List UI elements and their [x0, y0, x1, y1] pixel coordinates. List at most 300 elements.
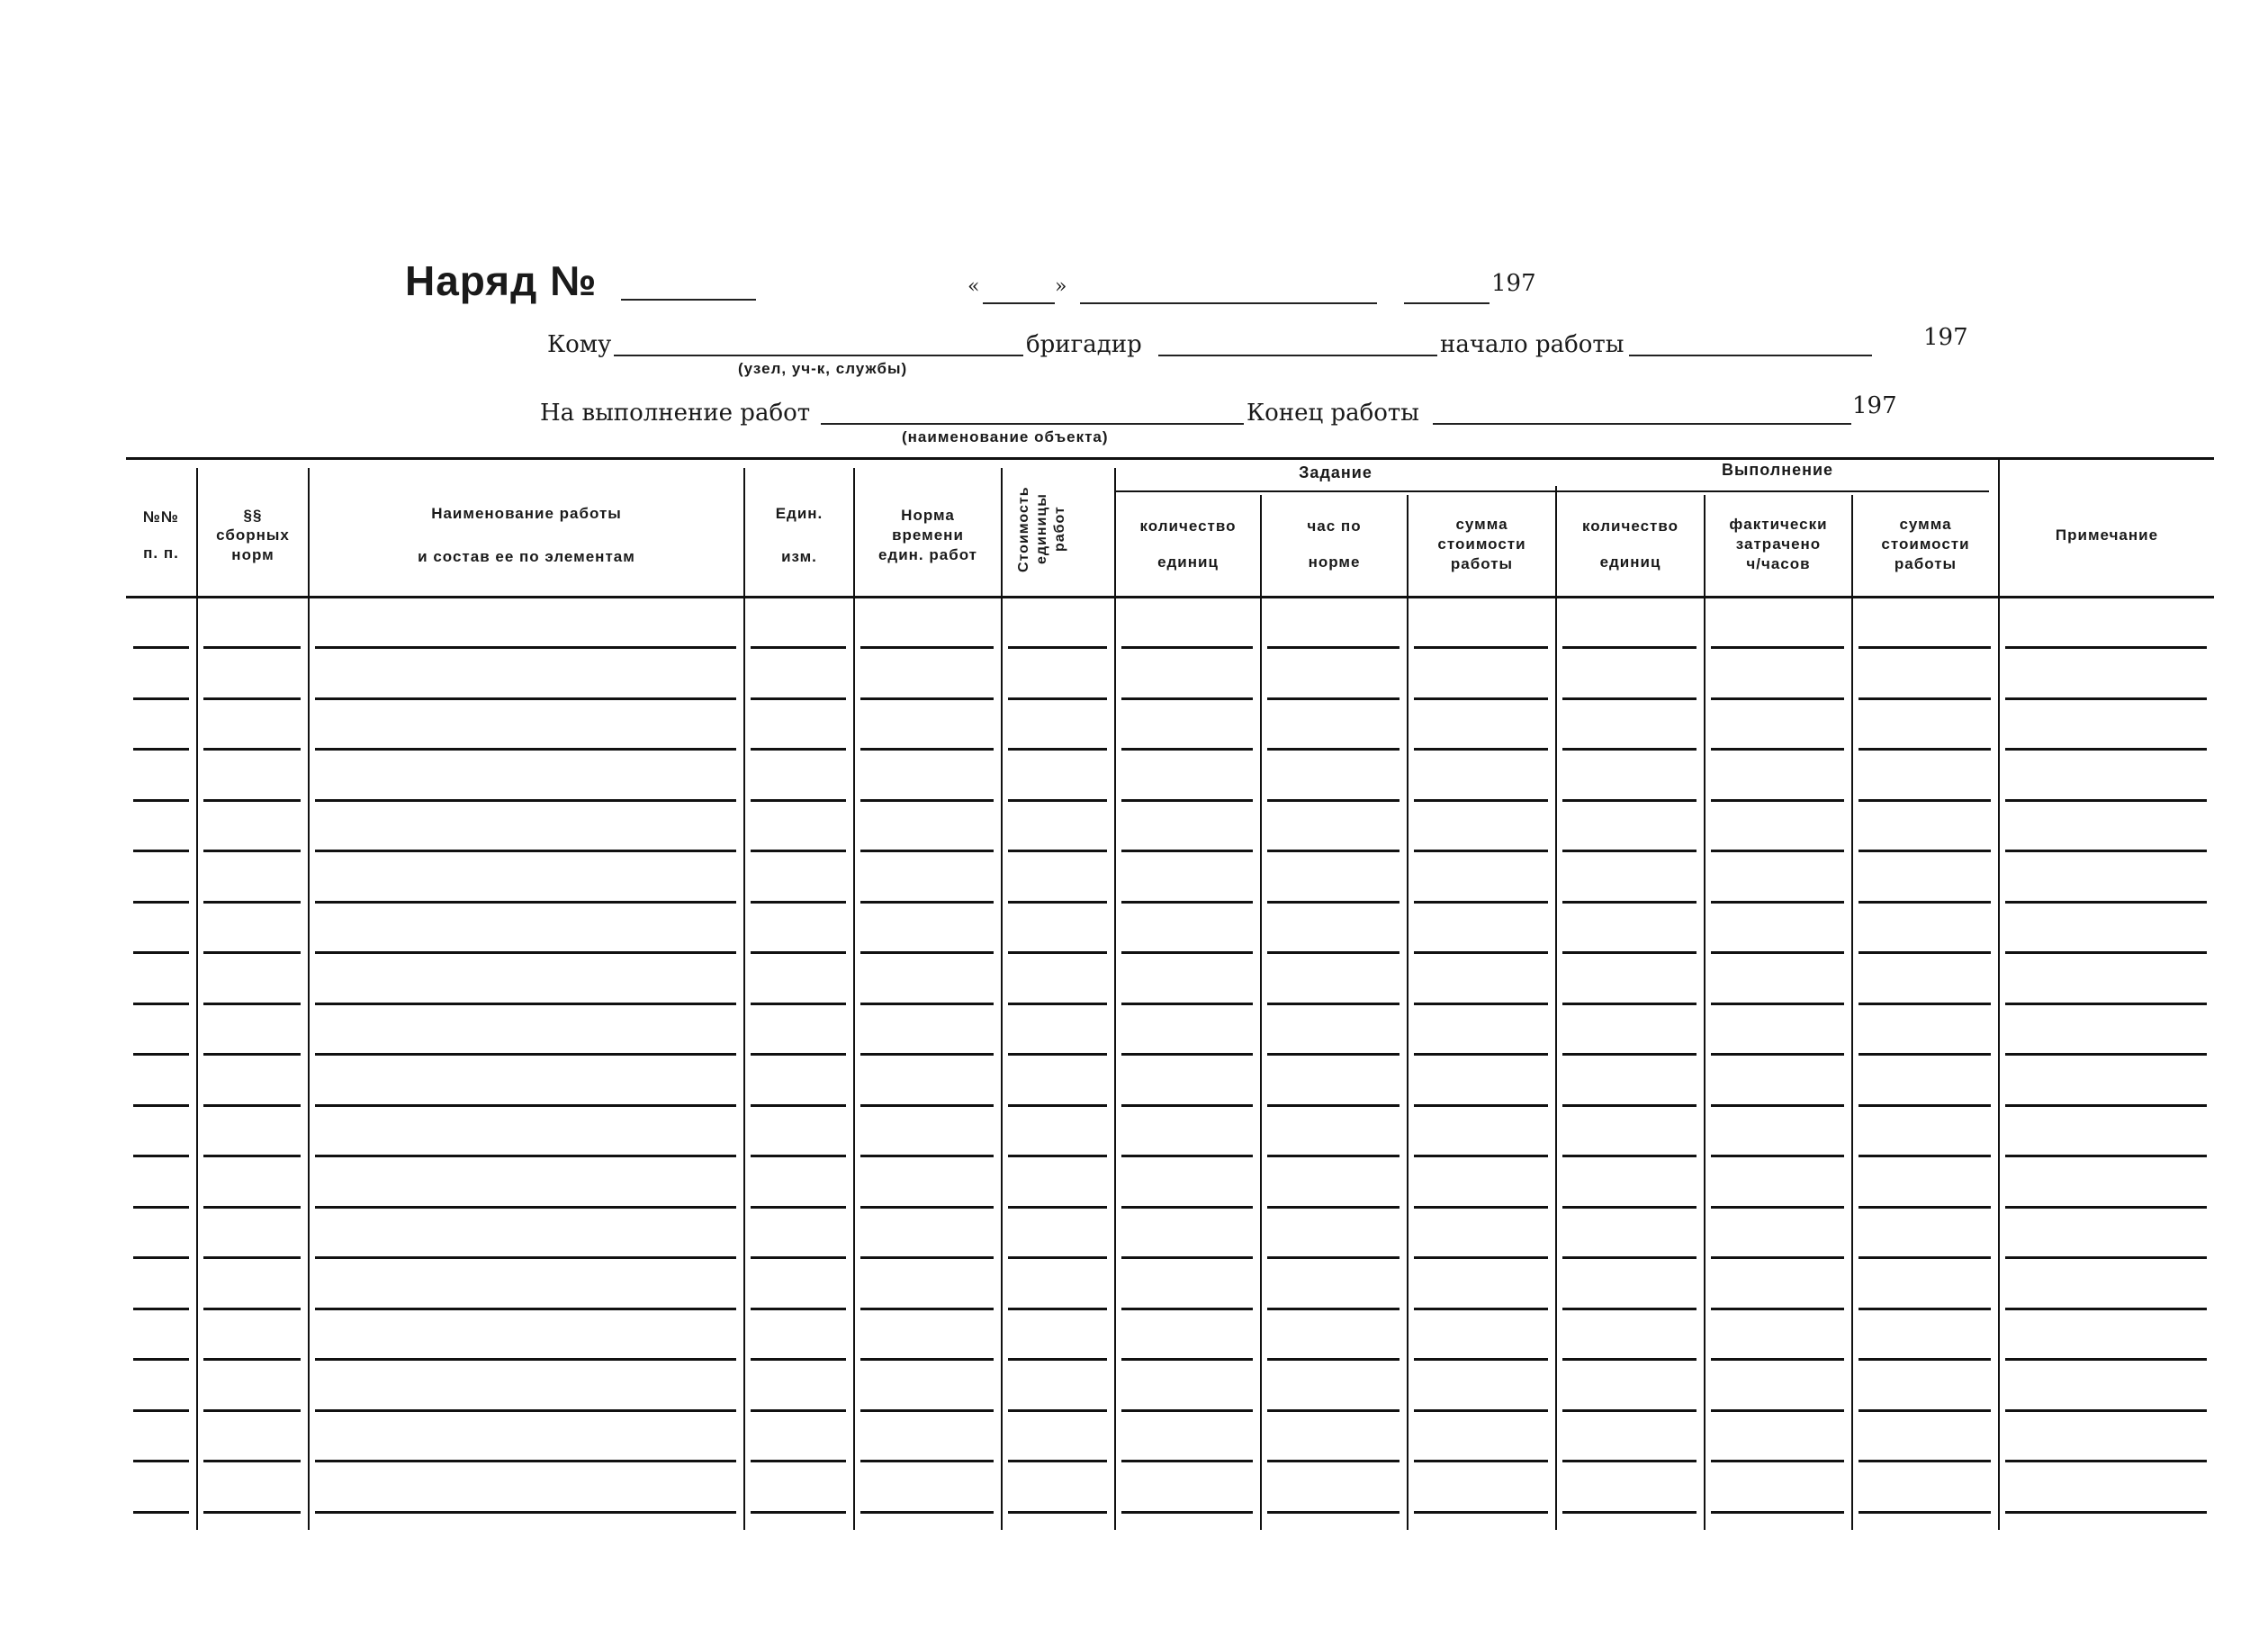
table-row-line[interactable]: [751, 646, 846, 649]
table-row-line[interactable]: [1414, 951, 1548, 954]
table-row-line[interactable]: [751, 697, 846, 700]
col-header-time-1: Норма: [901, 507, 955, 524]
table-row-line[interactable]: [1008, 951, 1107, 954]
col-header-z-hours-2: норме: [1308, 553, 1361, 571]
table-row-line[interactable]: [1711, 1511, 1844, 1514]
table-row-line[interactable]: [315, 697, 736, 700]
col-header-cost: Стоимость единицы работ: [1016, 486, 1067, 572]
table-row-line[interactable]: [1562, 799, 1696, 802]
col-sep-10: [1704, 495, 1706, 1530]
table-row-line[interactable]: [1562, 697, 1696, 700]
table-row-line[interactable]: [1414, 1511, 1548, 1514]
table-row-line[interactable]: [1711, 697, 1844, 700]
table-row-line[interactable]: [1267, 901, 1400, 904]
col-header-num: [126, 486, 196, 585]
table-row-line[interactable]: [1562, 1104, 1696, 1107]
table-row-line[interactable]: [203, 646, 301, 649]
table-row-line[interactable]: [1008, 1308, 1107, 1310]
col-header-v-sum-2: стоимости: [1881, 535, 1970, 553]
col-header-num-2: п. п.: [143, 544, 179, 562]
table-row-line[interactable]: [860, 1104, 994, 1107]
col-header-z-qty: [1116, 499, 1260, 589]
table-row-line[interactable]: [860, 1409, 994, 1412]
object-caption: (наименование объекта): [902, 428, 1109, 445]
table-row-line[interactable]: [2005, 1409, 2207, 1412]
table-row-line[interactable]: [1121, 748, 1253, 751]
table-row-line[interactable]: [1121, 1053, 1253, 1056]
table-row-line[interactable]: [1267, 1003, 1400, 1005]
table-row-line[interactable]: [1414, 1358, 1548, 1361]
table-row-line[interactable]: [1267, 1104, 1400, 1107]
table-row-line[interactable]: [315, 1358, 736, 1361]
table-row-line[interactable]: [133, 1308, 189, 1310]
col-header-norms: [198, 486, 308, 585]
table-row-line[interactable]: [203, 901, 301, 904]
table-row-line[interactable]: [751, 901, 846, 904]
date-month-field[interactable]: [1080, 302, 1377, 304]
table-row-line[interactable]: [1414, 1104, 1548, 1107]
table-row-line[interactable]: [1858, 1003, 1991, 1005]
table-row-line[interactable]: [133, 1409, 189, 1412]
table-row-line[interactable]: [1858, 1308, 1991, 1310]
col-header-note-1: Примечание: [2055, 526, 2159, 544]
table-row-line[interactable]: [751, 1409, 846, 1412]
table-row-line[interactable]: [203, 1511, 301, 1514]
table-row-line[interactable]: [315, 748, 736, 751]
table-row-line[interactable]: [203, 1358, 301, 1361]
table-row-line[interactable]: [860, 1460, 994, 1462]
table-row-line[interactable]: [2005, 1256, 2207, 1259]
col-header-time: [855, 486, 1001, 585]
table-row-line[interactable]: [133, 646, 189, 649]
col-header-name-2: и состав ее по элементам: [418, 548, 635, 565]
col-sep-3: [743, 468, 745, 1530]
table-row-line[interactable]: [1711, 1053, 1844, 1056]
table-row-line[interactable]: [751, 1460, 846, 1462]
table-row-line[interactable]: [203, 1206, 301, 1209]
table-row-line[interactable]: [1121, 799, 1253, 802]
table-row-line[interactable]: [1562, 850, 1696, 852]
table-row-line[interactable]: [1121, 1409, 1253, 1412]
table-row-line[interactable]: [860, 748, 994, 751]
table-row-line[interactable]: [1858, 901, 1991, 904]
table-row-line[interactable]: [1121, 1256, 1253, 1259]
table-row-line[interactable]: [1267, 850, 1400, 852]
col-header-unit-2: изм.: [781, 548, 817, 565]
table-row-line[interactable]: [1858, 1460, 1991, 1462]
table-row-line[interactable]: [133, 1358, 189, 1361]
table-row-line[interactable]: [860, 850, 994, 852]
table-row-line[interactable]: [1414, 1460, 1548, 1462]
table-row-line[interactable]: [1121, 901, 1253, 904]
table-row-line[interactable]: [133, 1206, 189, 1209]
table-row-line[interactable]: [203, 1053, 301, 1056]
col-header-z-sum-3: работы: [1450, 555, 1514, 572]
table-row-line[interactable]: [1711, 1155, 1844, 1157]
table-row-line[interactable]: [1414, 1308, 1548, 1310]
table-row-line[interactable]: [133, 1460, 189, 1462]
col-sep-4: [853, 468, 855, 1530]
table-row-line[interactable]: [2005, 1053, 2207, 1056]
table-row-line[interactable]: [1008, 1206, 1107, 1209]
table-row-line[interactable]: [1858, 697, 1991, 700]
table-row-line[interactable]: [1267, 1206, 1400, 1209]
table-row-line[interactable]: [203, 1308, 301, 1310]
table-row-line[interactable]: [1562, 1308, 1696, 1310]
table-row-line[interactable]: [203, 697, 301, 700]
table-row-line[interactable]: [1414, 646, 1548, 649]
table-row-line[interactable]: [203, 748, 301, 751]
table-row-line[interactable]: [1121, 1155, 1253, 1157]
table-row-line[interactable]: [315, 1155, 736, 1157]
table-row-line[interactable]: [133, 748, 189, 751]
table-row-line[interactable]: [751, 1003, 846, 1005]
table-row-line[interactable]: [1121, 646, 1253, 649]
year-label-1: 197: [1491, 270, 1536, 297]
table-row-line[interactable]: [1858, 1358, 1991, 1361]
table-row-line[interactable]: [860, 951, 994, 954]
table-row-line[interactable]: [1562, 748, 1696, 751]
table-row-line[interactable]: [1858, 1409, 1991, 1412]
table-row-line[interactable]: [1008, 1003, 1107, 1005]
table-row-line[interactable]: [315, 901, 736, 904]
table-row-line[interactable]: [1711, 1104, 1844, 1107]
table-row-line[interactable]: [1562, 1003, 1696, 1005]
col-sep-5: [1001, 468, 1003, 1530]
col-header-v-qty: [1557, 499, 1704, 589]
col-header-v-hours-1: фактически: [1729, 516, 1828, 533]
nachalo-field[interactable]: [1629, 355, 1872, 356]
table-row-line[interactable]: [1711, 748, 1844, 751]
table-row-line[interactable]: [1414, 1003, 1548, 1005]
table-row-line[interactable]: [1121, 1308, 1253, 1310]
table-row-line[interactable]: [203, 799, 301, 802]
table-row-line[interactable]: [1414, 1256, 1548, 1259]
table-row-line[interactable]: [1121, 1003, 1253, 1005]
table-row-line[interactable]: [1267, 951, 1400, 954]
table-row-line[interactable]: [2005, 1308, 2207, 1310]
table-row-line[interactable]: [1008, 1155, 1107, 1157]
table-row-line[interactable]: [1858, 1511, 1991, 1514]
table-row-line[interactable]: [1008, 748, 1107, 751]
col-header-v-hours-2: затрачено: [1735, 535, 1822, 553]
table-row-line[interactable]: [1008, 1511, 1107, 1514]
table-row-line[interactable]: [1414, 850, 1548, 852]
table-row-line[interactable]: [1121, 1460, 1253, 1462]
table-row-line[interactable]: [751, 1206, 846, 1209]
table-row-line[interactable]: [1121, 1104, 1253, 1107]
table-row-line[interactable]: [860, 1206, 994, 1209]
table-row-line[interactable]: [1267, 799, 1400, 802]
table-row-line[interactable]: [1562, 1409, 1696, 1412]
col-sep-12: [1998, 459, 2000, 1530]
table-row-line[interactable]: [2005, 646, 2207, 649]
table-row-line[interactable]: [1711, 646, 1844, 649]
konec-label: Конец работы: [1246, 400, 1420, 427]
table-row-line[interactable]: [203, 1104, 301, 1107]
table-row-line[interactable]: [751, 951, 846, 954]
table-row-line[interactable]: [1414, 1409, 1548, 1412]
table-row-line[interactable]: [133, 951, 189, 954]
table-row-line[interactable]: [1121, 951, 1253, 954]
col-header-v-sum-3: работы: [1894, 555, 1958, 572]
table-row-line[interactable]: [751, 1358, 846, 1361]
table-row-line[interactable]: [1711, 901, 1844, 904]
col-header-num-1: №№: [143, 508, 179, 526]
col-header-unit-1: Един.: [775, 505, 824, 522]
table-row-line[interactable]: [751, 850, 846, 852]
table-row-line[interactable]: [315, 1206, 736, 1209]
table-row-line[interactable]: [1008, 1053, 1107, 1056]
table-row-line[interactable]: [203, 951, 301, 954]
date-quote-open: «: [968, 275, 980, 298]
order-number-field[interactable]: [621, 299, 756, 301]
table-row-line[interactable]: [2005, 1003, 2207, 1005]
table-row-line[interactable]: [203, 1256, 301, 1259]
col-header-norms-2: сборных: [216, 526, 290, 544]
table-row-line[interactable]: [1711, 799, 1844, 802]
table-row-line[interactable]: [1008, 850, 1107, 852]
table-row-line[interactable]: [133, 1256, 189, 1259]
table-row-line[interactable]: [1711, 1409, 1844, 1412]
table-row-line[interactable]: [1562, 1460, 1696, 1462]
table-row-line[interactable]: [860, 901, 994, 904]
table-row-line[interactable]: [751, 1308, 846, 1310]
table-row-line[interactable]: [751, 748, 846, 751]
col-header-note: [2000, 486, 2214, 585]
nachalo-label: начало работы: [1440, 331, 1624, 358]
col-header-v-hours: [1706, 499, 1851, 589]
table-row-line[interactable]: [1121, 1511, 1253, 1514]
table-row-line[interactable]: [1562, 1053, 1696, 1056]
table-row-line[interactable]: [1008, 901, 1107, 904]
table-row-line[interactable]: [1121, 1358, 1253, 1361]
table-row-line[interactable]: [2005, 799, 2207, 802]
table-row-line[interactable]: [1562, 901, 1696, 904]
col-sep-2: [308, 468, 310, 1530]
table-row-line[interactable]: [1711, 1206, 1844, 1209]
table-row-line[interactable]: [2005, 850, 2207, 852]
table-row-line[interactable]: [315, 1003, 736, 1005]
document-title: Наряд №: [405, 257, 598, 304]
table-row-line[interactable]: [1267, 1155, 1400, 1157]
col-sep-11: [1851, 495, 1853, 1530]
table-row-line[interactable]: [315, 1256, 736, 1259]
table-row-line[interactable]: [1711, 1460, 1844, 1462]
table-row-line[interactable]: [1858, 1155, 1991, 1157]
table-row-line[interactable]: [860, 799, 994, 802]
col-header-v-qty-1: количество: [1582, 517, 1678, 535]
col-sep-7: [1260, 495, 1262, 1530]
table-row-line[interactable]: [315, 1460, 736, 1462]
table-row-line[interactable]: [133, 799, 189, 802]
table-row-line[interactable]: [1858, 799, 1991, 802]
col-header-z-sum: [1408, 499, 1555, 589]
table-row-line[interactable]: [315, 1053, 736, 1056]
col-header-z-qty-2: единиц: [1157, 553, 1219, 571]
col-sep-1: [196, 468, 198, 1530]
table-row-line[interactable]: [1414, 1155, 1548, 1157]
table-row-line[interactable]: [751, 1155, 846, 1157]
table-row-line[interactable]: [2005, 1155, 2207, 1157]
table-row-line[interactable]: [315, 1308, 736, 1310]
table-row-line[interactable]: [1008, 799, 1107, 802]
table-row-line[interactable]: [1711, 1358, 1844, 1361]
table-row-line[interactable]: [1008, 697, 1107, 700]
col-header-z-hours: [1262, 499, 1407, 589]
table-row-line[interactable]: [1267, 1256, 1400, 1259]
table-row-line[interactable]: [1267, 1409, 1400, 1412]
table-row-line[interactable]: [315, 1104, 736, 1107]
table-row-line[interactable]: [1267, 748, 1400, 751]
table-row-line[interactable]: [1267, 1460, 1400, 1462]
table-row-line[interactable]: [1414, 1206, 1548, 1209]
table-row-line[interactable]: [133, 850, 189, 852]
table-row-line[interactable]: [1562, 1358, 1696, 1361]
table-row-line[interactable]: [2005, 951, 2207, 954]
table-row-line[interactable]: [1711, 1256, 1844, 1259]
table-row-line[interactable]: [860, 1155, 994, 1157]
date-year-field[interactable]: [1404, 302, 1490, 304]
table-row-line[interactable]: [2005, 1358, 2207, 1361]
komu-label: Кому: [547, 331, 612, 358]
table-row-line[interactable]: [1414, 748, 1548, 751]
table-row-line[interactable]: [315, 1409, 736, 1412]
table-row-line[interactable]: [1711, 1003, 1844, 1005]
table-row-line[interactable]: [133, 697, 189, 700]
table-row-line[interactable]: [2005, 901, 2207, 904]
table-row-line[interactable]: [1858, 1053, 1991, 1056]
table-row-line[interactable]: [1121, 850, 1253, 852]
table-row-line[interactable]: [1858, 951, 1991, 954]
table-row-line[interactable]: [1121, 697, 1253, 700]
table-row-line[interactable]: [751, 1053, 846, 1056]
table-row-line[interactable]: [1121, 1206, 1253, 1209]
table-row-line[interactable]: [203, 1155, 301, 1157]
table-row-line[interactable]: [1711, 1308, 1844, 1310]
date-day-field[interactable]: [983, 302, 1055, 304]
table-row-line[interactable]: [315, 799, 736, 802]
col-header-z-hours-1: час по: [1307, 517, 1362, 535]
object-field[interactable]: [821, 423, 1244, 425]
table-row-line[interactable]: [133, 1511, 189, 1514]
table-row-line[interactable]: [315, 951, 736, 954]
na-vypolnenie-label: На выполнение работ: [540, 400, 811, 427]
table-row-line[interactable]: [133, 1053, 189, 1056]
table-row-line[interactable]: [860, 697, 994, 700]
table-row-line[interactable]: [1267, 646, 1400, 649]
table-row-line[interactable]: [2005, 1104, 2207, 1107]
table-row-line[interactable]: [751, 799, 846, 802]
table-row-line[interactable]: [860, 1256, 994, 1259]
table-row-line[interactable]: [2005, 1511, 2207, 1514]
table-row-line[interactable]: [2005, 697, 2207, 700]
table-row-line[interactable]: [1008, 1460, 1107, 1462]
table-row-line[interactable]: [203, 850, 301, 852]
konec-field[interactable]: [1433, 423, 1851, 425]
table-row-line[interactable]: [860, 1358, 994, 1361]
table-row-line[interactable]: [133, 1104, 189, 1107]
table-row-line[interactable]: [1267, 697, 1400, 700]
table-row-line[interactable]: [1562, 1155, 1696, 1157]
table-row-line[interactable]: [1414, 1053, 1548, 1056]
table-row-line[interactable]: [1711, 850, 1844, 852]
table-row-line[interactable]: [315, 1511, 736, 1514]
table-row-line[interactable]: [1414, 697, 1548, 700]
table-row-line[interactable]: [860, 1003, 994, 1005]
table-row-line[interactable]: [1858, 646, 1991, 649]
table-row-line[interactable]: [2005, 1206, 2207, 1209]
table-row-line[interactable]: [860, 646, 994, 649]
col-header-name: [310, 486, 743, 585]
table-row-line[interactable]: [1267, 1308, 1400, 1310]
date-quote-close: »: [1055, 275, 1067, 298]
table-row-line[interactable]: [133, 1155, 189, 1157]
table-row-line[interactable]: [1858, 1256, 1991, 1259]
table-row-line[interactable]: [860, 1308, 994, 1310]
table-row-line[interactable]: [315, 850, 736, 852]
table-row-line[interactable]: [1858, 748, 1991, 751]
komu-field[interactable]: [614, 355, 1023, 356]
table-row-line[interactable]: [1711, 951, 1844, 954]
table-row-line[interactable]: [133, 1003, 189, 1005]
col-header-v-hours-3: ч/часов: [1746, 555, 1811, 572]
table-row-line[interactable]: [860, 1053, 994, 1056]
table-row-line[interactable]: [1414, 799, 1548, 802]
table-header-bottom-rule: [126, 596, 2214, 598]
table-row-line[interactable]: [1267, 1358, 1400, 1361]
table-row-line[interactable]: [203, 1003, 301, 1005]
table-row-line[interactable]: [1858, 850, 1991, 852]
table-row-line[interactable]: [1562, 1206, 1696, 1209]
col-sep-6: [1114, 468, 1116, 1530]
table-row-line[interactable]: [1008, 1358, 1107, 1361]
table-row-line[interactable]: [1008, 646, 1107, 649]
table-row-line[interactable]: [203, 1409, 301, 1412]
table-row-line[interactable]: [1008, 1256, 1107, 1259]
table-row-line[interactable]: [1562, 1511, 1696, 1514]
table-row-line[interactable]: [1858, 1206, 1991, 1209]
table-row-line[interactable]: [2005, 1460, 2207, 1462]
year-label-3: 197: [1852, 392, 1897, 419]
table-row-line[interactable]: [1008, 1104, 1107, 1107]
table-row-line[interactable]: [751, 1511, 846, 1514]
table-row-line[interactable]: [1008, 1409, 1107, 1412]
col-header-v-qty-2: единиц: [1599, 553, 1661, 571]
brigadir-field[interactable]: [1158, 355, 1437, 356]
table-row-line[interactable]: [1562, 646, 1696, 649]
table-row-line[interactable]: [1414, 901, 1548, 904]
col-header-time-2: времени: [892, 526, 964, 544]
table-row-line[interactable]: [751, 1104, 846, 1107]
table-row-line[interactable]: [1267, 1053, 1400, 1056]
table-row-line[interactable]: [315, 646, 736, 649]
col-header-time-3: един. работ: [878, 546, 978, 563]
table-row-line[interactable]: [860, 1511, 994, 1514]
table-row-line[interactable]: [1562, 1256, 1696, 1259]
group-header-vypolnenie: Выполнение: [1721, 461, 1834, 479]
table-row-line[interactable]: [1858, 1104, 1991, 1107]
table-row-line[interactable]: [2005, 748, 2207, 751]
table-row-line[interactable]: [1267, 1511, 1400, 1514]
table-row-line[interactable]: [1562, 951, 1696, 954]
table-top-rule: [126, 457, 2214, 460]
table-row-line[interactable]: [203, 1460, 301, 1462]
year-label-2: 197: [1923, 324, 1968, 351]
table-row-line[interactable]: [133, 901, 189, 904]
col-sep-9: [1555, 486, 1557, 1530]
table-row-line[interactable]: [751, 1256, 846, 1259]
